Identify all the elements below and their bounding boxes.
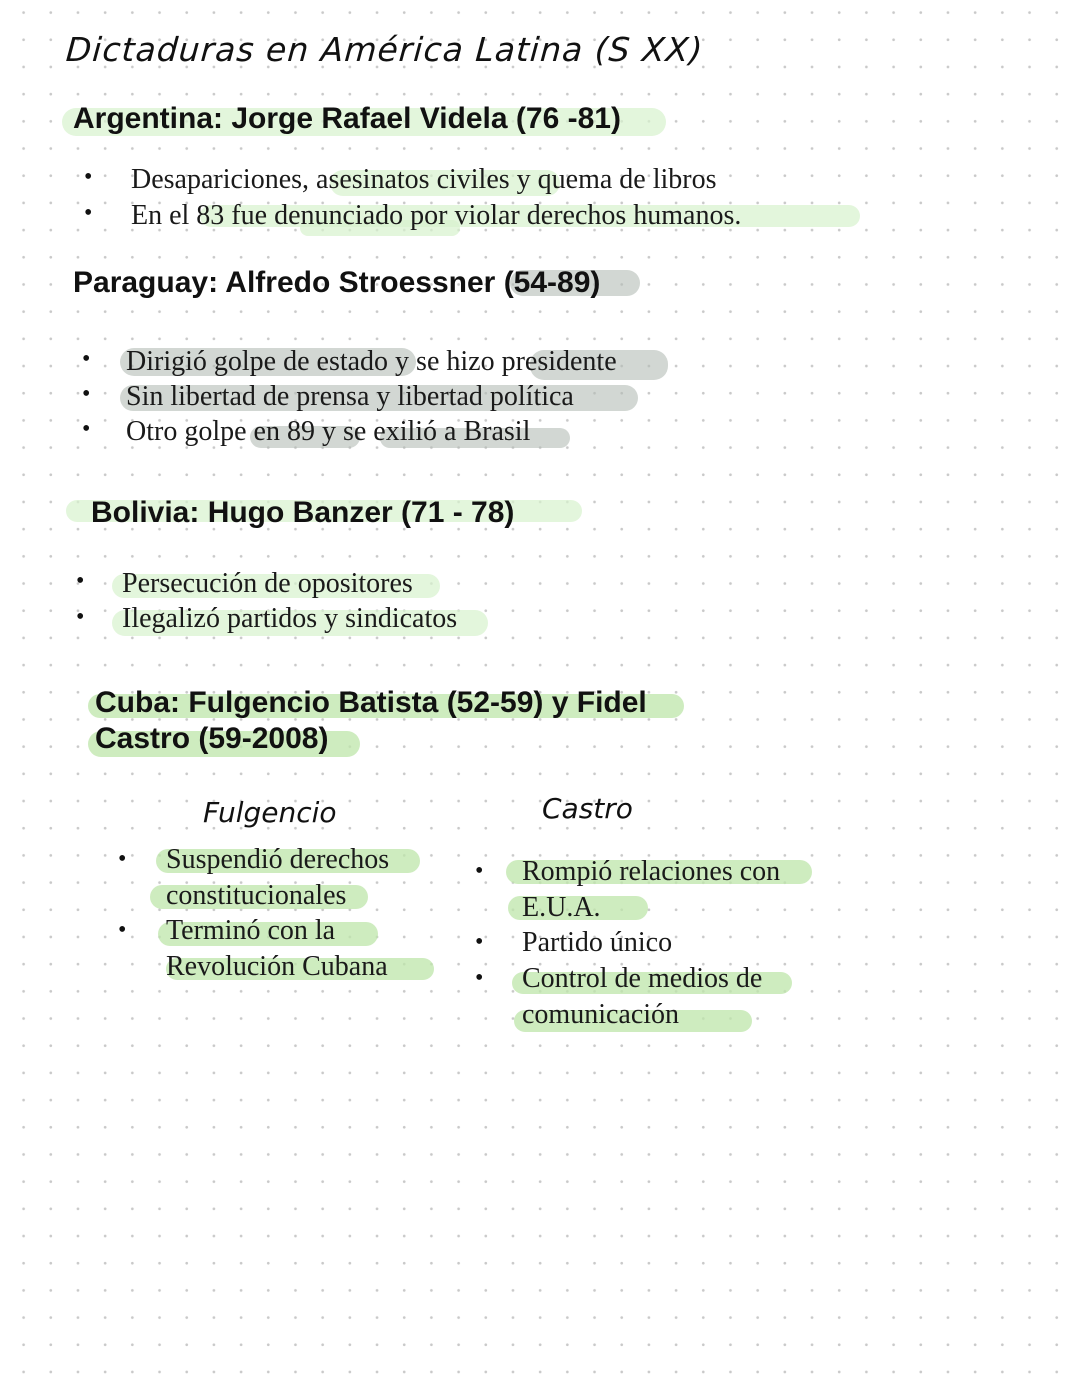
page-title: Dictaduras en América Latina (S XX) — [64, 30, 705, 69]
list-item: Ilegalizó partidos y sindicatos — [122, 603, 458, 634]
bullet-icon: • — [82, 381, 91, 407]
list-item-line1: Terminó con la — [166, 915, 336, 946]
list-item-line2: constitucionales — [166, 880, 347, 911]
bullet-icon: • — [475, 858, 484, 884]
heading-cuba-line1: Cuba: Fulgencio Batista (52-59) y Fidel — [95, 686, 647, 719]
column-label-fulgencio: Fulgencio — [203, 796, 337, 829]
list-item-line1: Rompió relaciones con — [522, 856, 781, 887]
list-item-line2: E.U.A. — [522, 892, 601, 923]
heading-paraguay: Paraguay: Alfredo Stroessner (54-89) — [73, 266, 601, 299]
bullet-icon: • — [84, 164, 93, 190]
heading-cuba-line2: Castro (59-2008) — [95, 722, 329, 755]
list-item: Dirigió golpe de estado y se hizo presidente — [126, 346, 617, 377]
list-item-line1: Partido único — [522, 927, 673, 958]
bullet-icon: • — [82, 416, 91, 442]
bullet-icon: • — [82, 346, 91, 372]
list-item-line2: comunicación — [522, 999, 680, 1030]
list-item: En el 83 fue denunciado por violar derechos humanos. — [131, 200, 742, 231]
bullet-icon: • — [475, 929, 484, 955]
bullet-icon: • — [118, 846, 127, 872]
bullet-icon: • — [76, 604, 85, 630]
heading-bolivia: Bolivia: Hugo Banzer (71 - 78) — [91, 496, 515, 529]
bullet-icon: • — [76, 568, 85, 594]
list-item: Sin libertad de prensa y libertad política — [126, 381, 574, 412]
list-item-line1: Control de medios de — [522, 963, 763, 994]
list-item: Desapariciones, asesinatos civiles y quema de libros — [131, 164, 717, 195]
bullet-icon: • — [118, 917, 127, 943]
list-item-line1: Suspendió derechos — [166, 844, 390, 875]
bullet-icon: • — [84, 200, 93, 226]
list-item: Persecución de opositores — [122, 568, 413, 599]
heading-argentina: Argentina: Jorge Rafael Videla (76 -81) — [73, 102, 621, 135]
list-item: Otro golpe en 89 y se exilió a Brasil — [126, 416, 531, 447]
list-item-line2: Revolución Cubana — [166, 951, 388, 982]
bullet-icon: • — [475, 965, 484, 991]
column-label-castro: Castro — [542, 792, 633, 825]
